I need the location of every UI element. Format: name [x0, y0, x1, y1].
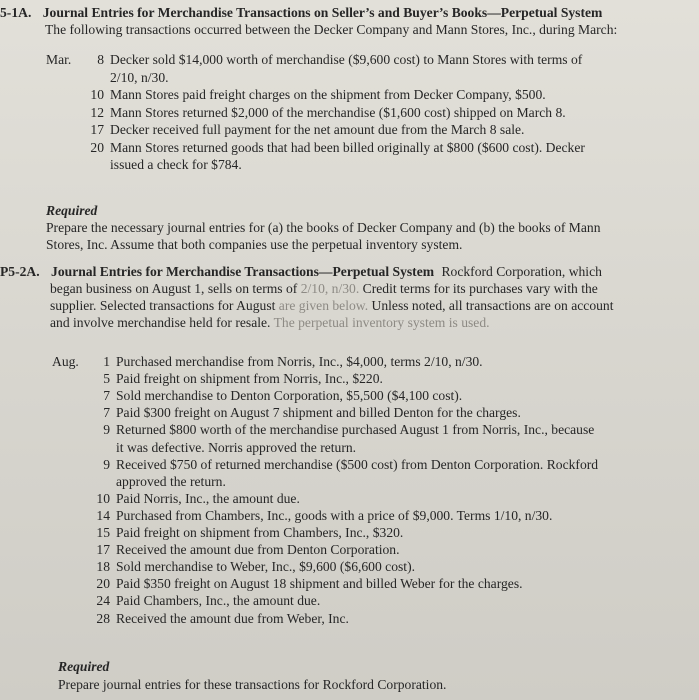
transaction-text: Sold merchandise to Denton Corporation, $5,500 ($4,100 cost).: [116, 388, 463, 404]
transaction-text: 2/10, n/30.: [110, 69, 169, 85]
transaction-continuation: [116, 439, 356, 456]
transaction-entry: [52, 575, 523, 592]
intro-4-part-b: The perpetual inventory system is used.: [273, 315, 490, 330]
intro-3-part-c: Unless noted, all transactions are on account: [368, 298, 614, 313]
transaction-continuation: [116, 473, 226, 490]
transaction-entry: [52, 558, 415, 575]
transaction-continuation: [110, 69, 169, 86]
transaction-entry: [52, 524, 403, 541]
transaction-text: Returned $800 worth of the merchandise purchased August 1 from Norris, Inc., because: [116, 422, 595, 438]
month-label: Aug.: [52, 354, 79, 369]
problem-b-required-line: Prepare journal entries for these transactions for Rockford Corporation.: [58, 677, 447, 692]
transaction-text: Paid Chambers, Inc., the amount due.: [116, 593, 321, 609]
transaction-text: Paid freight on shipment from Chambers, Inc., $320.: [116, 525, 404, 540]
problem-a-required-line-1: Prepare the necessary journal entries for (a) the books of Decker Company and (b) the books of Mann: [46, 220, 601, 235]
transaction-day: 7: [103, 388, 110, 404]
problem-a-title: Journal Entries for Merchandise Transactions on Seller’s and Buyer’s Books—Perpetual System: [42, 5, 603, 20]
transaction-day: 1: [103, 354, 110, 369]
transaction-day: 20: [96, 576, 110, 592]
transaction-day: 14: [96, 507, 110, 523]
transaction-text: Decker received full payment for the net amount due from the March 8 sale.: [110, 122, 525, 137]
problem-b-intro-1: Rockford Corporation, which: [441, 264, 602, 279]
problem-a-required-label: Required: [46, 203, 98, 218]
transaction-day: 10: [96, 490, 110, 506]
transaction-text: approved the return.: [116, 473, 226, 489]
transaction-text: Decker sold $14,000 worth of merchandise ($9,600 cost) to Mann Stores with terms of: [110, 52, 583, 67]
problem-a-intro: The following transactions occurred between the Decker Company and Mann Stores, Inc., during March:: [45, 22, 618, 37]
transaction-entry: [46, 86, 546, 103]
transaction-day: 9: [103, 422, 110, 438]
transaction-day: 7: [103, 405, 110, 421]
transaction-day: 8: [97, 52, 104, 67]
transaction-text: Paid $300 freight on August 7 shipment and billed Denton for the charges.: [116, 405, 521, 421]
transaction-entry: [52, 353, 483, 370]
transaction-entry: [46, 51, 582, 68]
problem-b-number: P5-2A.: [0, 264, 40, 279]
transaction-day: 17: [96, 542, 110, 558]
intro-3-part-a: supplier. Selected transactions for August: [50, 298, 279, 313]
intro-3-part-b: are given below.: [278, 298, 369, 313]
transaction-text: Received the amount due from Weber, Inc.: [116, 610, 349, 626]
transaction-text: it was defective. Norris approved the return.: [116, 439, 357, 455]
transaction-day: 28: [96, 610, 110, 626]
transaction-day: 18: [96, 559, 110, 575]
problem-a-required-line-2: Stores, Inc. Assume that both companies use the perpetual inventory system.: [46, 237, 463, 252]
intro-4-part-a: and involve merchandise held for resale.: [50, 315, 274, 330]
transaction-entry: [52, 387, 462, 404]
transaction-text: Purchased from Chambers, Inc., goods with a price of $9,000. Terms 1/10, n/30.: [116, 507, 553, 523]
transaction-entry: [52, 610, 349, 627]
transaction-text: Paid $350 freight on August 18 shipment and billed Weber for the charges.: [116, 576, 523, 592]
transaction-day: 10: [90, 87, 104, 102]
transaction-entry: [46, 121, 524, 138]
problem-a-heading: [0, 4, 602, 21]
problem-b-title: Journal Entries for Merchandise Transactions—Perpetual System: [51, 264, 435, 279]
problem-b-intro-2: [50, 280, 598, 297]
transaction-day: 15: [96, 525, 110, 540]
transaction-text: Sold merchandise to Weber, Inc., $9,600 ($6,600 cost).: [116, 559, 415, 575]
transaction-entry: [46, 104, 566, 121]
transaction-entry: [52, 592, 320, 609]
transaction-entry: [52, 507, 552, 524]
problem-b-heading: [0, 263, 602, 280]
transaction-day: 9: [103, 456, 110, 472]
transaction-text: Received $750 of returned merchandise ($500 cost) from Denton Corporation. Rockford: [116, 456, 599, 472]
transaction-entry: [52, 404, 521, 421]
transaction-text: issued a check for $784.: [110, 157, 242, 172]
transaction-day: 5: [103, 371, 110, 387]
transaction-text: Mann Stores returned $2,000 of the merchandise ($1,600 cost) shipped on March 8.: [110, 104, 566, 120]
month-label: Mar.: [46, 52, 72, 67]
transaction-entry: [52, 370, 383, 387]
problem-a-number: 5-1A.: [0, 5, 32, 20]
transaction-entry: [52, 456, 598, 473]
transaction-text: Paid freight on shipment from Norris, Inc., $220.: [116, 371, 383, 387]
transaction-entry: [52, 490, 300, 507]
transaction-text: Mann Stores returned goods that had been billed originally at $800 ($600 cost). Decker: [110, 139, 585, 155]
transaction-day: 20: [90, 139, 104, 155]
transaction-day: 12: [90, 104, 104, 120]
transaction-continuation: [110, 156, 242, 173]
transaction-text: Purchased merchandise from Norris, Inc., $4,000, terms 2/10, n/30.: [116, 354, 483, 369]
transaction-day: 17: [90, 122, 104, 137]
intro-2-part-c: Credit terms for its purchases vary with the: [359, 281, 598, 296]
transaction-entry: [52, 541, 400, 558]
intro-2-part-a: began business on August 1, sells on terms of: [50, 281, 301, 296]
transaction-day: 24: [96, 593, 110, 609]
transaction-text: Received the amount due from Denton Corporation.: [116, 542, 400, 558]
problem-b-intro-3: [50, 297, 614, 314]
transaction-text: Mann Stores paid freight charges on the shipment from Decker Company, $500.: [110, 87, 546, 102]
transaction-text: Paid Norris, Inc., the amount due.: [116, 490, 300, 506]
problem-b-intro-4: [50, 314, 490, 331]
problem-b-required-label: Required: [58, 659, 110, 674]
transaction-entry: [46, 139, 585, 156]
intro-2-part-b: 2/10, n/30.: [300, 281, 360, 296]
transaction-entry: [52, 421, 594, 438]
